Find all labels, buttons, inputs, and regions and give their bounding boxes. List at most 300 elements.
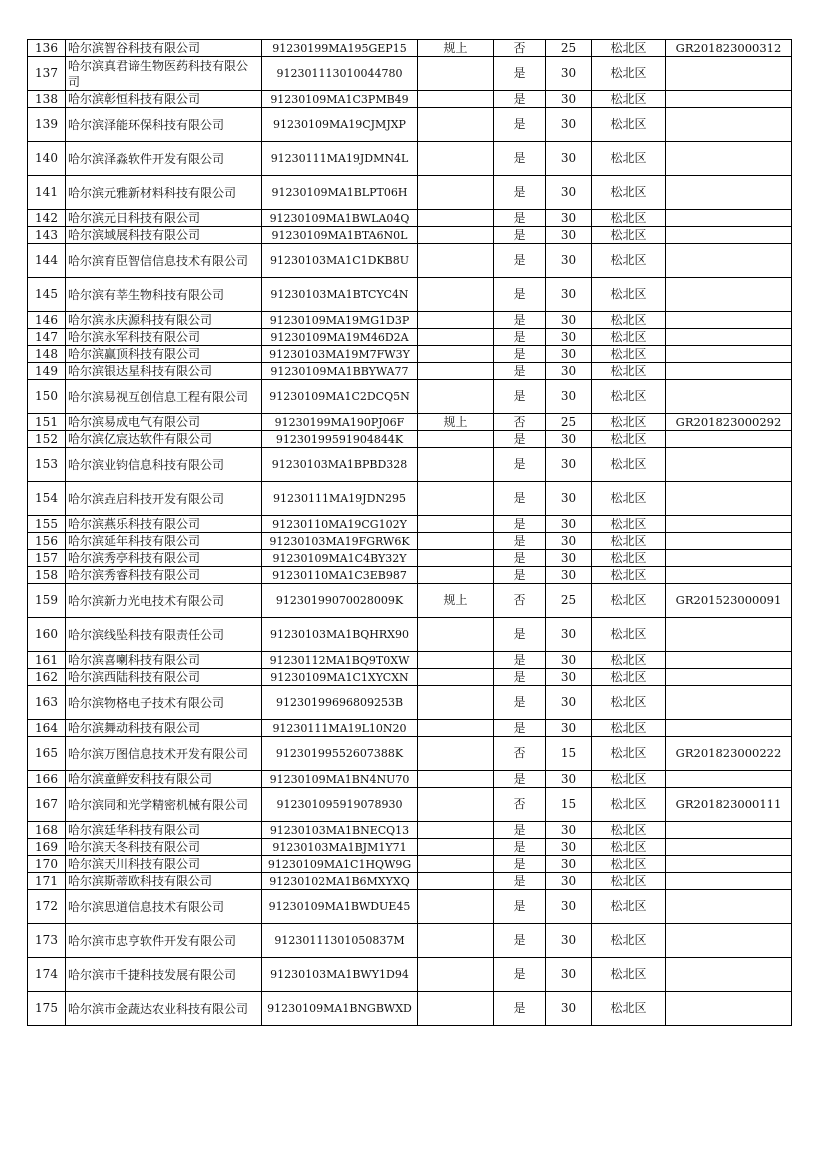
table-row [28, 856, 792, 873]
table-row [28, 176, 792, 210]
district-name: 松北区 [592, 346, 666, 363]
flag-value: 是 [494, 312, 546, 329]
district-name: 松北区 [592, 278, 666, 312]
rate-value: 30 [546, 380, 592, 414]
rate-value: 30 [546, 771, 592, 788]
rate-value: 30 [546, 448, 592, 482]
certificate-number [666, 720, 792, 737]
scale-tag: 规上 [418, 414, 494, 431]
scale-tag [418, 312, 494, 329]
rate-value: 30 [546, 278, 592, 312]
table-row [28, 244, 792, 278]
rate-value: 30 [546, 652, 592, 669]
rate-value: 15 [546, 737, 592, 771]
scale-tag [418, 771, 494, 788]
credit-code: 91230103MA1BWY1D94 [262, 958, 418, 992]
certificate-number [666, 533, 792, 550]
row-number: 159 [28, 584, 66, 618]
flag-value: 是 [494, 448, 546, 482]
table-row [28, 771, 792, 788]
row-number: 142 [28, 210, 66, 227]
rate-value: 30 [546, 431, 592, 448]
rate-value: 30 [546, 839, 592, 856]
certificate-number [666, 652, 792, 669]
table-row [28, 686, 792, 720]
scale-tag [418, 346, 494, 363]
flag-value: 是 [494, 839, 546, 856]
scale-tag [418, 533, 494, 550]
row-number: 146 [28, 312, 66, 329]
certificate-number: GR201823000111 [666, 788, 792, 822]
row-number: 143 [28, 227, 66, 244]
row-number: 138 [28, 91, 66, 108]
credit-code: 91230110MA1C3EB987 [262, 567, 418, 584]
flag-value: 是 [494, 550, 546, 567]
table-row [28, 720, 792, 737]
district-name: 松北区 [592, 210, 666, 227]
flag-value: 是 [494, 108, 546, 142]
rate-value: 30 [546, 516, 592, 533]
scale-tag [418, 958, 494, 992]
certificate-number [666, 482, 792, 516]
flag-value: 否 [494, 414, 546, 431]
row-number: 155 [28, 516, 66, 533]
certificate-number [666, 278, 792, 312]
credit-code: 91230103MA1BNECQ13 [262, 822, 418, 839]
district-name: 松北区 [592, 533, 666, 550]
table-body [28, 40, 792, 1026]
rate-value: 30 [546, 363, 592, 380]
row-number: 149 [28, 363, 66, 380]
credit-code: 91230109MA1BBYWA77 [262, 363, 418, 380]
flag-value: 是 [494, 720, 546, 737]
row-number: 157 [28, 550, 66, 567]
row-number: 150 [28, 380, 66, 414]
company-name: 哈尔滨廷华科技有限公司 [66, 822, 262, 839]
table-row [28, 91, 792, 108]
rate-value: 25 [546, 584, 592, 618]
district-name: 松北区 [592, 584, 666, 618]
rate-value: 30 [546, 822, 592, 839]
certificate-number [666, 176, 792, 210]
scale-tag [418, 924, 494, 958]
rate-value: 30 [546, 108, 592, 142]
scale-tag [418, 516, 494, 533]
credit-code: 91230103MA1BPBD328 [262, 448, 418, 482]
company-name: 哈尔滨新力光电技术有限公司 [66, 584, 262, 618]
scale-tag [418, 550, 494, 567]
district-name: 松北区 [592, 737, 666, 771]
flag-value: 是 [494, 380, 546, 414]
table-row [28, 924, 792, 958]
district-name: 松北区 [592, 227, 666, 244]
district-name: 松北区 [592, 91, 666, 108]
scale-tag [418, 686, 494, 720]
table-row [28, 448, 792, 482]
certificate-number: GR201523000091 [666, 584, 792, 618]
certificate-number [666, 618, 792, 652]
credit-code: 91230199MA190PJ06F [262, 414, 418, 431]
scale-tag [418, 210, 494, 227]
certificate-number: GR201823000312 [666, 40, 792, 57]
flag-value: 是 [494, 890, 546, 924]
district-name: 松北区 [592, 924, 666, 958]
certificate-number [666, 992, 792, 1026]
district-name: 松北区 [592, 720, 666, 737]
rate-value: 30 [546, 992, 592, 1026]
credit-code: 91230109MA1BWDUE45 [262, 890, 418, 924]
district-name: 松北区 [592, 890, 666, 924]
company-name: 哈尔滨物格电子技术有限公司 [66, 686, 262, 720]
scale-tag [418, 839, 494, 856]
scale-tag [418, 669, 494, 686]
scale-tag [418, 91, 494, 108]
enterprise-table [27, 39, 792, 1026]
credit-code: 91230109MA1BNGBWXD [262, 992, 418, 1026]
credit-code: 91230109MA1BLPT06H [262, 176, 418, 210]
rate-value: 30 [546, 346, 592, 363]
table-row [28, 584, 792, 618]
rate-value: 30 [546, 210, 592, 227]
table-row [28, 346, 792, 363]
table-row [28, 363, 792, 380]
flag-value: 是 [494, 431, 546, 448]
scale-tag [418, 142, 494, 176]
credit-code: 91230112MA1BQ9T0XW [262, 652, 418, 669]
row-number: 166 [28, 771, 66, 788]
flag-value: 是 [494, 567, 546, 584]
row-number: 158 [28, 567, 66, 584]
company-name: 哈尔滨智谷科技有限公司 [66, 40, 262, 57]
scale-tag [418, 448, 494, 482]
table-row [28, 669, 792, 686]
rate-value: 30 [546, 244, 592, 278]
certificate-number [666, 108, 792, 142]
table-row [28, 431, 792, 448]
credit-code: 91230109MA1BWLA04Q [262, 210, 418, 227]
credit-code: 91230109MA1C3PMB49 [262, 91, 418, 108]
table-row [28, 516, 792, 533]
flag-value: 是 [494, 516, 546, 533]
company-name: 哈尔滨燕乐科技有限公司 [66, 516, 262, 533]
company-name: 哈尔滨元雅新材料科技有限公司 [66, 176, 262, 210]
credit-code: 91230102MA1B6MXYXQ [262, 873, 418, 890]
company-name: 哈尔滨永军科技有限公司 [66, 329, 262, 346]
scale-tag [418, 176, 494, 210]
district-name: 松北区 [592, 176, 666, 210]
table-row [28, 839, 792, 856]
credit-code: 91230111MA19JDN295 [262, 482, 418, 516]
credit-code: 91230103MA1C1DKB8U [262, 244, 418, 278]
credit-code: 91230103MA19FGRW6K [262, 533, 418, 550]
company-name: 哈尔滨思道信息技术有限公司 [66, 890, 262, 924]
company-name: 哈尔滨真君谛生物医药科技有限公司 [66, 57, 262, 91]
row-number: 139 [28, 108, 66, 142]
table-row [28, 482, 792, 516]
row-number: 174 [28, 958, 66, 992]
row-number: 137 [28, 57, 66, 91]
row-number: 171 [28, 873, 66, 890]
table-row [28, 210, 792, 227]
district-name: 松北区 [592, 550, 666, 567]
flag-value: 是 [494, 482, 546, 516]
rate-value: 30 [546, 91, 592, 108]
flag-value: 是 [494, 533, 546, 550]
certificate-number [666, 924, 792, 958]
rate-value: 25 [546, 40, 592, 57]
row-number: 152 [28, 431, 66, 448]
rate-value: 30 [546, 533, 592, 550]
table-row [28, 890, 792, 924]
credit-code: 91230109MA19MG1D3P [262, 312, 418, 329]
table-row [28, 550, 792, 567]
company-name: 哈尔滨育臣智信信息技术有限公司 [66, 244, 262, 278]
company-name: 哈尔滨同和光学精密机械有限公司 [66, 788, 262, 822]
flag-value: 是 [494, 176, 546, 210]
credit-code: 91230111301050837M [262, 924, 418, 958]
company-name: 哈尔滨线坠科技有限责任公司 [66, 618, 262, 652]
district-name: 松北区 [592, 363, 666, 380]
credit-code: 91230109MA1C4BY32Y [262, 550, 418, 567]
table-row [28, 533, 792, 550]
flag-value: 是 [494, 686, 546, 720]
certificate-number [666, 958, 792, 992]
flag-value: 是 [494, 91, 546, 108]
scale-tag: 规上 [418, 584, 494, 618]
certificate-number: GR201823000292 [666, 414, 792, 431]
flag-value: 是 [494, 57, 546, 91]
company-name: 哈尔滨天冬科技有限公司 [66, 839, 262, 856]
table-row [28, 873, 792, 890]
district-name: 松北区 [592, 516, 666, 533]
scale-tag [418, 329, 494, 346]
scale-tag [418, 737, 494, 771]
district-name: 松北区 [592, 992, 666, 1026]
credit-code: 91230199591904844K [262, 431, 418, 448]
table-row [28, 227, 792, 244]
row-number: 168 [28, 822, 66, 839]
company-name: 哈尔滨秀睿科技有限公司 [66, 567, 262, 584]
company-name: 哈尔滨西陆科技有限公司 [66, 669, 262, 686]
certificate-number [666, 210, 792, 227]
credit-code: 91230109MA1C1HQW9G [262, 856, 418, 873]
certificate-number [666, 686, 792, 720]
credit-code: 91230109MA19M46D2A [262, 329, 418, 346]
certificate-number [666, 516, 792, 533]
row-number: 170 [28, 856, 66, 873]
row-number: 160 [28, 618, 66, 652]
company-name: 哈尔滨舞动科技有限公司 [66, 720, 262, 737]
certificate-number [666, 227, 792, 244]
credit-code: 91230199696809253B [262, 686, 418, 720]
rate-value: 30 [546, 669, 592, 686]
certificate-number [666, 91, 792, 108]
company-name: 哈尔滨域展科技有限公司 [66, 227, 262, 244]
row-number: 156 [28, 533, 66, 550]
scale-tag [418, 856, 494, 873]
company-name: 哈尔滨市忠亨软件开发有限公司 [66, 924, 262, 958]
certificate-number [666, 380, 792, 414]
certificate-number [666, 312, 792, 329]
row-number: 172 [28, 890, 66, 924]
company-name: 哈尔滨泽能环保科技有限公司 [66, 108, 262, 142]
certificate-number [666, 890, 792, 924]
rate-value: 30 [546, 176, 592, 210]
district-name: 松北区 [592, 788, 666, 822]
certificate-number [666, 244, 792, 278]
credit-code: 91230109MA1C2DCQ5N [262, 380, 418, 414]
scale-tag [418, 992, 494, 1026]
flag-value: 是 [494, 618, 546, 652]
scale-tag [418, 227, 494, 244]
scale-tag [418, 244, 494, 278]
table-row [28, 822, 792, 839]
company-name: 哈尔滨亿宸达软件有限公司 [66, 431, 262, 448]
table-row [28, 652, 792, 669]
table-row [28, 788, 792, 822]
flag-value: 是 [494, 958, 546, 992]
certificate-number [666, 669, 792, 686]
rate-value: 30 [546, 329, 592, 346]
company-name: 哈尔滨万图信息技术开发有限公司 [66, 737, 262, 771]
row-number: 163 [28, 686, 66, 720]
credit-code: 91230103MA19M7FW3Y [262, 346, 418, 363]
row-number: 147 [28, 329, 66, 346]
district-name: 松北区 [592, 448, 666, 482]
row-number: 151 [28, 414, 66, 431]
credit-code: 91230110MA19CG102Y [262, 516, 418, 533]
table-row [28, 312, 792, 329]
table-row [28, 737, 792, 771]
table-row [28, 380, 792, 414]
company-name: 哈尔滨易成电气有限公司 [66, 414, 262, 431]
company-name: 哈尔滨永庆源科技有限公司 [66, 312, 262, 329]
flag-value: 是 [494, 227, 546, 244]
certificate-number [666, 567, 792, 584]
flag-value: 是 [494, 210, 546, 227]
credit-code: 912301095919078930 [262, 788, 418, 822]
scale-tag: 规上 [418, 40, 494, 57]
table-row [28, 57, 792, 91]
row-number: 148 [28, 346, 66, 363]
flag-value: 是 [494, 363, 546, 380]
certificate-number [666, 363, 792, 380]
district-name: 松北区 [592, 822, 666, 839]
rate-value: 30 [546, 618, 592, 652]
rate-value: 30 [546, 856, 592, 873]
rate-value: 30 [546, 924, 592, 958]
row-number: 140 [28, 142, 66, 176]
credit-code: 91230111MA19L10N20 [262, 720, 418, 737]
flag-value: 是 [494, 652, 546, 669]
scale-tag [418, 618, 494, 652]
certificate-number [666, 873, 792, 890]
credit-code: 91230111MA19JDMN4L [262, 142, 418, 176]
row-number: 141 [28, 176, 66, 210]
district-name: 松北区 [592, 856, 666, 873]
company-name: 哈尔滨元日科技有限公司 [66, 210, 262, 227]
certificate-number [666, 856, 792, 873]
rate-value: 30 [546, 482, 592, 516]
district-name: 松北区 [592, 312, 666, 329]
rate-value: 30 [546, 57, 592, 91]
credit-code: 91230199552607388K [262, 737, 418, 771]
row-number: 153 [28, 448, 66, 482]
company-name: 哈尔滨银达星科技有限公司 [66, 363, 262, 380]
table-row [28, 414, 792, 431]
scale-tag [418, 482, 494, 516]
row-number: 136 [28, 40, 66, 57]
company-name: 哈尔滨赢顶科技有限公司 [66, 346, 262, 363]
flag-value: 是 [494, 822, 546, 839]
certificate-number [666, 142, 792, 176]
flag-value: 是 [494, 346, 546, 363]
flag-value: 否 [494, 40, 546, 57]
flag-value: 是 [494, 329, 546, 346]
flag-value: 否 [494, 584, 546, 618]
table-row [28, 278, 792, 312]
district-name: 松北区 [592, 567, 666, 584]
rate-value: 30 [546, 567, 592, 584]
scale-tag [418, 431, 494, 448]
rate-value: 30 [546, 142, 592, 176]
credit-code: 91230199MA195GEP15 [262, 40, 418, 57]
certificate-number [666, 550, 792, 567]
district-name: 松北区 [592, 414, 666, 431]
district-name: 松北区 [592, 873, 666, 890]
row-number: 161 [28, 652, 66, 669]
company-name: 哈尔滨市千捷科技发展有限公司 [66, 958, 262, 992]
scale-tag [418, 108, 494, 142]
district-name: 松北区 [592, 669, 666, 686]
row-number: 165 [28, 737, 66, 771]
certificate-number [666, 448, 792, 482]
row-number: 145 [28, 278, 66, 312]
table-row [28, 108, 792, 142]
scale-tag [418, 822, 494, 839]
credit-code: 91230199070028009K [262, 584, 418, 618]
rate-value: 30 [546, 550, 592, 567]
flag-value: 是 [494, 142, 546, 176]
credit-code: 91230109MA1BTA6N0L [262, 227, 418, 244]
district-name: 松北区 [592, 329, 666, 346]
scale-tag [418, 567, 494, 584]
district-name: 松北区 [592, 482, 666, 516]
row-number: 173 [28, 924, 66, 958]
table-row [28, 40, 792, 57]
district-name: 松北区 [592, 108, 666, 142]
credit-code: 91230109MA19CJMJXP [262, 108, 418, 142]
company-name: 哈尔滨天川科技有限公司 [66, 856, 262, 873]
company-name: 哈尔滨业钧信息科技有限公司 [66, 448, 262, 482]
credit-code: 91230109MA1C1XYCXN [262, 669, 418, 686]
scale-tag [418, 873, 494, 890]
company-name: 哈尔滨斯蒂欧科技有限公司 [66, 873, 262, 890]
table-row [28, 618, 792, 652]
certificate-number [666, 346, 792, 363]
district-name: 松北区 [592, 618, 666, 652]
credit-code: 912301113010044780 [262, 57, 418, 91]
scale-tag [418, 890, 494, 924]
company-name: 哈尔滨泽淼软件开发有限公司 [66, 142, 262, 176]
flag-value: 是 [494, 924, 546, 958]
certificate-number [666, 57, 792, 91]
certificate-number [666, 431, 792, 448]
credit-code: 91230109MA1BN4NU70 [262, 771, 418, 788]
scale-tag [418, 788, 494, 822]
flag-value: 是 [494, 771, 546, 788]
certificate-number [666, 329, 792, 346]
